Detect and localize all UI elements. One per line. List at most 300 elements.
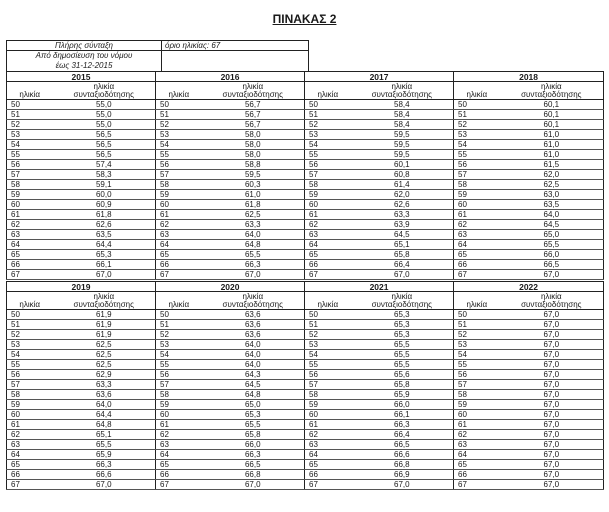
age-cell: 56 (156, 370, 202, 380)
age-cell: 56 (7, 160, 53, 170)
age-cell: 65 (454, 250, 500, 260)
table-row (7, 430, 604, 440)
pension-age-cell: 61,9 (53, 320, 156, 330)
age-cell: 55 (7, 360, 53, 370)
pension-age-column-header (202, 82, 305, 100)
pension-age-cell: 67,0 (500, 370, 604, 380)
pension-age-cell: 60,1 (351, 160, 454, 170)
age-cell: 54 (454, 140, 500, 150)
age-cell: 60 (7, 410, 53, 420)
pension-age-cell: 65,3 (351, 310, 454, 320)
age-cell: 65 (7, 250, 53, 260)
pension-age-cell: 67,0 (500, 390, 604, 400)
column-header-row (7, 292, 604, 310)
pension-age-cell: 67,0 (53, 270, 156, 280)
pension-age-cell: 61,5 (500, 160, 604, 170)
pension-age-cell: 67,0 (500, 460, 604, 470)
age-cell: 58 (7, 180, 53, 190)
pension-age-cell: 55,0 (53, 120, 156, 130)
pension-age-cell: 65,8 (202, 430, 305, 440)
pension-age-cell: 61,8 (53, 210, 156, 220)
age-cell: 66 (7, 260, 53, 270)
pension-age-cell: 59,5 (351, 140, 454, 150)
meta-age-limit-label: όριο ηλικίας: 67 (162, 41, 309, 51)
pension-header-line1: ηλικία (93, 82, 115, 91)
pension-header-line2: συνταξιοδότησης (73, 300, 134, 309)
pension-age-cell: 63,6 (202, 330, 305, 340)
age-cell: 55 (305, 360, 351, 370)
age-cell: 61 (305, 420, 351, 430)
table-row (7, 390, 604, 400)
age-cell: 67 (156, 270, 202, 280)
pension-age-cell: 60,0 (53, 190, 156, 200)
pension-age-cell: 65,5 (351, 360, 454, 370)
table-row (7, 270, 604, 280)
age-column-header: ηλικία (305, 82, 351, 100)
age-cell: 67 (454, 480, 500, 490)
table-row (7, 350, 604, 360)
meta-period-line1: Από δημοσίευση του νόμου (35, 51, 133, 60)
year-header-row (7, 72, 604, 82)
year-header-row (7, 282, 604, 292)
table-row (7, 410, 604, 420)
pension-age-cell: 67,0 (500, 440, 604, 450)
age-cell: 60 (305, 200, 351, 210)
age-cell: 51 (156, 320, 202, 330)
table-row (7, 180, 604, 190)
pension-age-cell: 63,5 (500, 200, 604, 210)
pension-age-cell: 66,1 (53, 260, 156, 270)
pension-age-cell: 66,5 (202, 460, 305, 470)
year-header: 2015 (7, 72, 156, 82)
age-cell: 51 (156, 110, 202, 120)
pension-header-line2: συνταξιοδότησης (222, 90, 283, 99)
table-row (7, 380, 604, 390)
age-cell: 63 (305, 440, 351, 450)
pension-age-cell: 66,1 (351, 410, 454, 420)
age-cell: 57 (454, 380, 500, 390)
table-row (7, 320, 604, 330)
age-cell: 55 (305, 150, 351, 160)
pension-age-cell: 67,0 (500, 340, 604, 350)
pension-age-cell: 65,8 (351, 250, 454, 260)
age-cell: 66 (305, 260, 351, 270)
pension-age-cell: 62,5 (202, 210, 305, 220)
pension-age-cell: 63,6 (53, 390, 156, 400)
pension-age-cell: 56,5 (53, 150, 156, 160)
pension-age-cell: 60,8 (351, 170, 454, 180)
age-cell: 66 (7, 470, 53, 480)
pension-age-cell: 67,0 (351, 270, 454, 280)
age-cell: 65 (305, 460, 351, 470)
pension-age-column-header (500, 292, 604, 310)
age-cell: 56 (156, 160, 202, 170)
table-row (7, 220, 604, 230)
pension-age-cell: 67,0 (500, 380, 604, 390)
age-cell: 63 (156, 230, 202, 240)
pension-age-cell: 58,0 (202, 140, 305, 150)
pension-age-cell: 65,5 (202, 420, 305, 430)
age-cell: 53 (305, 340, 351, 350)
table-row (7, 110, 604, 120)
age-cell: 58 (305, 180, 351, 190)
pension-age-cell: 55,0 (53, 110, 156, 120)
pension-age-cell: 63,0 (500, 190, 604, 200)
pension-age-cell: 61,0 (500, 130, 604, 140)
age-cell: 59 (454, 400, 500, 410)
age-cell: 57 (7, 170, 53, 180)
pension-age-cell: 65,1 (53, 430, 156, 440)
age-column-header: ηλικία (156, 292, 202, 310)
table-row (7, 240, 604, 250)
pension-age-cell: 62,5 (500, 180, 604, 190)
age-cell: 52 (7, 330, 53, 340)
pension-age-cell: 67,0 (500, 360, 604, 370)
pension-age-cell: 67,0 (500, 470, 604, 480)
pension-age-cell: 67,0 (500, 400, 604, 410)
age-cell: 52 (7, 120, 53, 130)
pension-age-cell: 67,0 (202, 270, 305, 280)
age-cell: 56 (305, 370, 351, 380)
age-cell: 51 (7, 320, 53, 330)
meta-period-label (7, 51, 162, 72)
age-cell: 60 (156, 410, 202, 420)
table-row (7, 360, 604, 370)
pension-age-cell: 67,0 (351, 480, 454, 490)
age-cell: 67 (305, 480, 351, 490)
age-cell: 54 (305, 350, 351, 360)
pension-age-cell: 63,5 (53, 230, 156, 240)
pension-age-cell: 59,5 (351, 130, 454, 140)
age-cell: 58 (7, 390, 53, 400)
age-cell: 59 (156, 400, 202, 410)
age-cell: 50 (7, 100, 53, 110)
age-cell: 66 (156, 260, 202, 270)
age-cell: 61 (156, 420, 202, 430)
pension-age-cell: 64,8 (202, 390, 305, 400)
table-row (7, 480, 604, 490)
pension-age-cell: 65,5 (500, 240, 604, 250)
pension-age-cell: 67,0 (500, 320, 604, 330)
age-cell: 52 (454, 120, 500, 130)
pension-age-cell: 65,9 (351, 390, 454, 400)
age-cell: 54 (7, 350, 53, 360)
pension-age-cell: 65,8 (351, 380, 454, 390)
pension-age-cell: 64,3 (202, 370, 305, 380)
table-row (7, 130, 604, 140)
age-cell: 67 (156, 480, 202, 490)
pension-age-cell: 67,0 (500, 310, 604, 320)
pension-age-cell: 67,0 (500, 410, 604, 420)
pension-header-line1: ηλικία (391, 82, 413, 91)
pension-header-line1: ηλικία (540, 82, 562, 91)
pension-age-cell: 67,0 (500, 430, 604, 440)
table-row (7, 210, 604, 220)
age-cell: 67 (7, 480, 53, 490)
pension-age-cell: 58,4 (351, 110, 454, 120)
age-cell: 61 (7, 420, 53, 430)
age-cell: 51 (305, 320, 351, 330)
pension-age-cell: 61,8 (202, 200, 305, 210)
table-row (7, 400, 604, 410)
pension-age-cell: 65,5 (202, 250, 305, 260)
year-header: 2016 (156, 72, 305, 82)
age-column-header: ηλικία (454, 82, 500, 100)
age-cell: 62 (305, 430, 351, 440)
pension-age-cell: 67,0 (500, 450, 604, 460)
pension-age-column-header (202, 292, 305, 310)
age-cell: 60 (305, 410, 351, 420)
pension-age-cell: 58,4 (351, 100, 454, 110)
pension-age-cell: 60,9 (53, 200, 156, 210)
pension-age-cell: 65,3 (53, 250, 156, 260)
age-cell: 61 (156, 210, 202, 220)
pension-age-cell: 67,0 (500, 330, 604, 340)
pension-age-cell: 66,3 (202, 260, 305, 270)
pension-age-cell: 60,3 (202, 180, 305, 190)
age-cell: 54 (7, 140, 53, 150)
pension-age-cell: 58,0 (202, 150, 305, 160)
pension-age-cell: 67,0 (53, 480, 156, 490)
meta-period-line2: έως 31-12-2015 (55, 61, 113, 70)
pension-age-cell: 62,5 (53, 350, 156, 360)
age-cell: 64 (7, 450, 53, 460)
age-cell: 64 (305, 240, 351, 250)
year-header: 2021 (305, 282, 454, 292)
pension-age-cell: 58,4 (351, 120, 454, 130)
pension-age-cell: 59,5 (351, 150, 454, 160)
pension-header-line2: συνταξιοδότησης (521, 90, 582, 99)
pension-age-cell: 65,3 (202, 410, 305, 420)
age-cell: 53 (454, 340, 500, 350)
pension-age-cell: 66,5 (351, 440, 454, 450)
age-cell: 63 (7, 440, 53, 450)
pension-age-cell: 66,9 (351, 470, 454, 480)
pension-age-cell: 57,4 (53, 160, 156, 170)
age-cell: 63 (454, 440, 500, 450)
pension-age-column-header (351, 292, 454, 310)
pension-age-cell: 64,0 (53, 400, 156, 410)
age-cell: 55 (156, 360, 202, 370)
age-cell: 51 (305, 110, 351, 120)
pension-age-cell: 62,9 (53, 370, 156, 380)
table-row (7, 420, 604, 430)
pension-header-line1: ηλικία (540, 292, 562, 301)
age-cell: 53 (7, 340, 53, 350)
pension-age-cell: 56,7 (202, 120, 305, 130)
age-cell: 57 (156, 380, 202, 390)
pension-age-column-header (53, 292, 156, 310)
age-cell: 54 (156, 350, 202, 360)
pension-age-cell: 61,0 (202, 190, 305, 200)
pension-age-cell: 67,0 (500, 480, 604, 490)
age-cell: 65 (156, 460, 202, 470)
age-cell: 63 (305, 230, 351, 240)
age-cell: 51 (454, 110, 500, 120)
table-row (7, 150, 604, 160)
pension-age-cell: 64,0 (202, 340, 305, 350)
pension-age-cell: 60,1 (500, 120, 604, 130)
age-cell: 54 (156, 140, 202, 150)
pension-age-cell: 64,4 (53, 410, 156, 420)
pension-age-cell: 62,0 (500, 170, 604, 180)
pension-age-cell: 61,0 (500, 150, 604, 160)
pension-age-cell: 64,0 (202, 360, 305, 370)
pension-age-cell: 65,9 (53, 450, 156, 460)
pension-age-cell: 64,0 (500, 210, 604, 220)
pension-table-2019-2022 (6, 281, 604, 490)
age-cell: 64 (454, 450, 500, 460)
age-column-header: ηλικία (7, 292, 53, 310)
year-header: 2022 (454, 282, 604, 292)
pension-age-cell: 64,4 (53, 240, 156, 250)
age-cell: 58 (156, 390, 202, 400)
year-header: 2017 (305, 72, 454, 82)
age-cell: 66 (156, 470, 202, 480)
age-cell: 63 (156, 440, 202, 450)
pension-age-cell: 65,1 (351, 240, 454, 250)
pension-age-cell: 63,6 (202, 320, 305, 330)
pension-age-cell: 64,5 (500, 220, 604, 230)
table-row (7, 140, 604, 150)
age-cell: 57 (454, 170, 500, 180)
pension-age-cell: 62,5 (53, 340, 156, 350)
age-cell: 59 (305, 400, 351, 410)
age-cell: 56 (305, 160, 351, 170)
pension-age-column-header (351, 82, 454, 100)
age-cell: 62 (7, 430, 53, 440)
pension-age-cell: 62,6 (351, 200, 454, 210)
pension-age-cell: 66,3 (53, 460, 156, 470)
meta-full-pension-label: Πλήρης σύνταξη (7, 41, 162, 51)
age-cell: 64 (156, 450, 202, 460)
table-row (7, 370, 604, 380)
table-row (7, 100, 604, 110)
pension-header-line1: ηλικία (391, 292, 413, 301)
age-cell: 66 (305, 470, 351, 480)
pension-age-cell: 56,5 (53, 140, 156, 150)
pension-age-cell: 65,5 (351, 350, 454, 360)
pension-age-cell: 58,3 (53, 170, 156, 180)
age-cell: 66 (454, 470, 500, 480)
pension-age-cell: 63,9 (351, 220, 454, 230)
pension-age-cell: 66,3 (202, 450, 305, 460)
age-cell: 64 (7, 240, 53, 250)
age-cell: 62 (454, 430, 500, 440)
age-cell: 57 (156, 170, 202, 180)
age-cell: 53 (156, 130, 202, 140)
age-cell: 55 (454, 150, 500, 160)
age-column-header: ηλικία (454, 292, 500, 310)
age-cell: 50 (7, 310, 53, 320)
page-title: ΠΙΝΑΚΑΣ 2 (272, 12, 337, 26)
age-cell: 60 (454, 200, 500, 210)
age-cell: 53 (305, 130, 351, 140)
pension-age-cell: 63,3 (53, 380, 156, 390)
pension-age-cell: 64,8 (53, 420, 156, 430)
age-cell: 59 (7, 400, 53, 410)
pension-age-cell: 66,4 (351, 260, 454, 270)
age-cell: 61 (454, 420, 500, 430)
table-row (7, 470, 604, 480)
pension-age-cell: 66,0 (500, 250, 604, 260)
age-cell: 67 (7, 270, 53, 280)
age-cell: 62 (305, 220, 351, 230)
age-cell: 57 (7, 380, 53, 390)
pension-age-column-header (500, 82, 604, 100)
age-cell: 52 (305, 330, 351, 340)
age-cell: 59 (7, 190, 53, 200)
table-row (7, 460, 604, 470)
pension-age-cell: 64,0 (202, 350, 305, 360)
age-cell: 62 (7, 220, 53, 230)
pension-age-cell: 61,0 (500, 140, 604, 150)
column-header-row (7, 82, 604, 100)
pension-age-cell: 62,5 (53, 360, 156, 370)
pension-header-line2: συνταξιοδότησης (521, 300, 582, 309)
pension-age-cell: 63,3 (202, 220, 305, 230)
pension-header-line2: συνταξιοδότησης (222, 300, 283, 309)
age-cell: 64 (454, 240, 500, 250)
pension-age-cell: 59,5 (202, 170, 305, 180)
table-row (7, 310, 604, 320)
age-cell: 50 (156, 100, 202, 110)
age-cell: 60 (7, 200, 53, 210)
age-cell: 50 (305, 310, 351, 320)
age-cell: 58 (454, 390, 500, 400)
age-cell: 55 (7, 150, 53, 160)
pension-header-line1: ηλικία (242, 292, 264, 301)
table-row (7, 440, 604, 450)
table-row (7, 260, 604, 270)
age-cell: 50 (454, 310, 500, 320)
pension-age-cell: 66,4 (351, 430, 454, 440)
age-cell: 51 (7, 110, 53, 120)
table-row (7, 250, 604, 260)
age-cell: 64 (156, 240, 202, 250)
table-row (7, 160, 604, 170)
table-row (7, 120, 604, 130)
pension-header-line2: συνταξιοδότησης (73, 90, 134, 99)
table-row (7, 340, 604, 350)
pension-age-cell: 56,5 (53, 130, 156, 140)
age-cell: 58 (156, 180, 202, 190)
age-cell: 62 (454, 220, 500, 230)
age-cell: 56 (454, 160, 500, 170)
age-cell: 50 (454, 100, 500, 110)
age-cell: 65 (7, 460, 53, 470)
age-cell: 59 (156, 190, 202, 200)
age-cell: 65 (305, 250, 351, 260)
year-header: 2018 (454, 72, 604, 82)
pension-header-line2: συνταξιοδότησης (371, 300, 432, 309)
age-cell: 56 (7, 370, 53, 380)
year-header: 2019 (7, 282, 156, 292)
pension-age-cell: 66,3 (351, 420, 454, 430)
pension-age-cell: 66,6 (351, 450, 454, 460)
age-cell: 63 (454, 230, 500, 240)
age-cell: 54 (454, 350, 500, 360)
age-cell: 63 (7, 230, 53, 240)
age-column-header: ηλικία (7, 82, 53, 100)
age-cell: 64 (305, 450, 351, 460)
age-column-header: ηλικία (305, 292, 351, 310)
pension-age-cell: 65,3 (351, 320, 454, 330)
age-cell: 61 (7, 210, 53, 220)
meta-empty-cell (162, 51, 309, 72)
pension-age-cell: 63,6 (202, 310, 305, 320)
age-cell: 55 (454, 360, 500, 370)
